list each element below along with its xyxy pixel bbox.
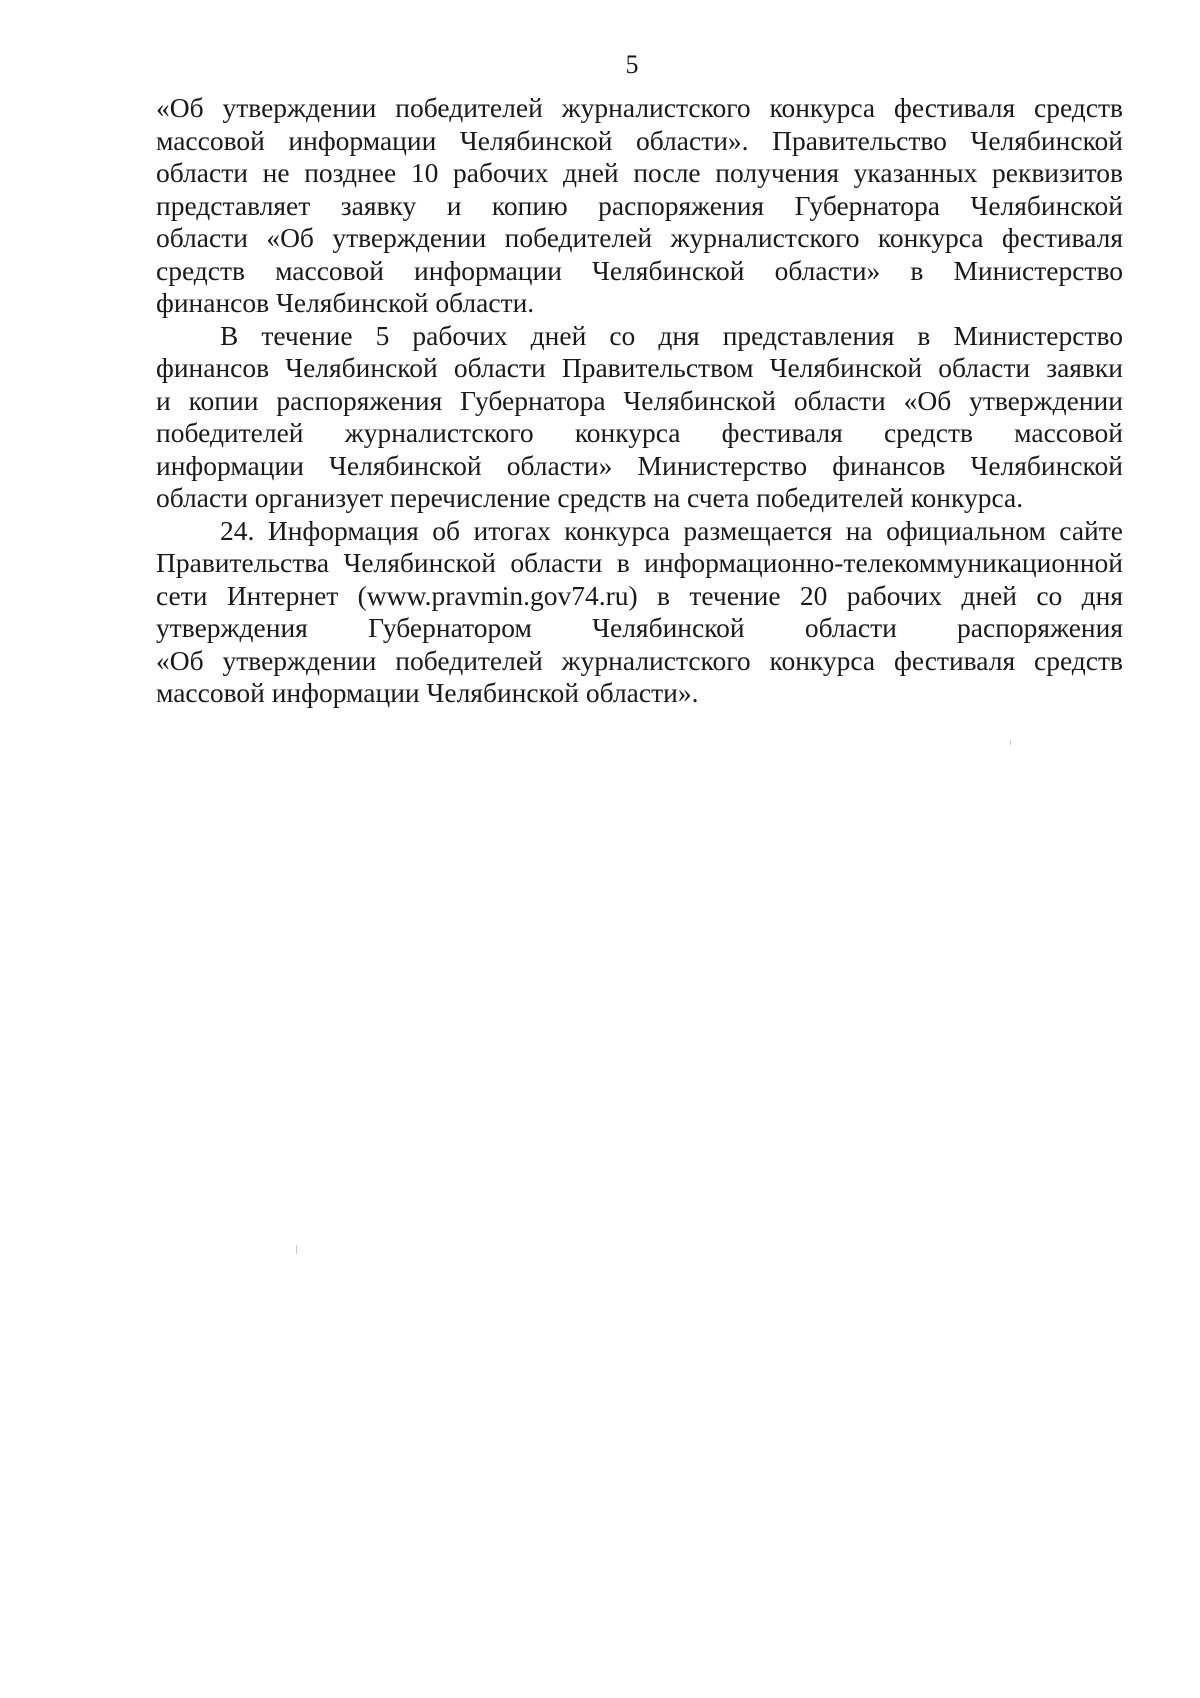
text-line: представляет заявку и копию распоряжения Губернатора Челябинской [156, 189, 1123, 221]
scan-speck [1010, 740, 1011, 745]
text-line: В течение 5 рабочих дней со дня представления в Министерство [220, 319, 1123, 351]
text-line: и копии распоряжения Губернатора Челябинской области «Об утверждении [156, 384, 1123, 416]
scan-speck [296, 1245, 297, 1254]
body-text [156, 92, 1123, 710]
text-line: средств массовой информации Челябинской области» в Министерство [156, 254, 1123, 286]
text-line: 24. Информация об итогах конкурса размещается на официальном сайте [220, 514, 1123, 546]
text-line: информации Челябинской области» Министерство финансов Челябинской [156, 449, 1123, 481]
text-line: сети Интернет (www.pravmin.gov74.ru) в течение 20 рабочих дней со дня [156, 579, 1123, 611]
text-line: «Об утверждении победителей журналистского конкурса фестиваля средств [156, 92, 1123, 123]
text-line: финансов Челябинской области. [156, 287, 535, 318]
text-line: Правительства Челябинской области в информационно-телекоммуникационной [156, 547, 1123, 578]
text-line: финансов Челябинской области Правительством Челябинской области заявки [156, 352, 1123, 383]
text-line: массовой информации Челябинской области». Правительство Челябинской [156, 124, 1123, 156]
text-line: области «Об утверждении победителей журналистского конкурса фестиваля [156, 222, 1123, 253]
text-line: утверждения Губернатором Челябинской области распоряжения [156, 612, 1123, 643]
paragraph-3 [156, 515, 1123, 710]
text-line: «Об утверждении победителей журналистского конкурса фестиваля средств [156, 644, 1123, 676]
text-line: победителей журналистского конкурса фестиваля средств массовой [156, 417, 1123, 448]
page-number: 5 [625, 50, 639, 79]
text-line: массовой информации Челябинской области». [156, 677, 699, 708]
text-line: области организует перечисление средств на счета победителей конкурса. [156, 482, 1024, 513]
paragraph-1 [156, 92, 1123, 320]
text-line: области не позднее 10 рабочих дней после получения указанных реквизитов [156, 157, 1123, 188]
paragraph-2 [156, 320, 1123, 515]
